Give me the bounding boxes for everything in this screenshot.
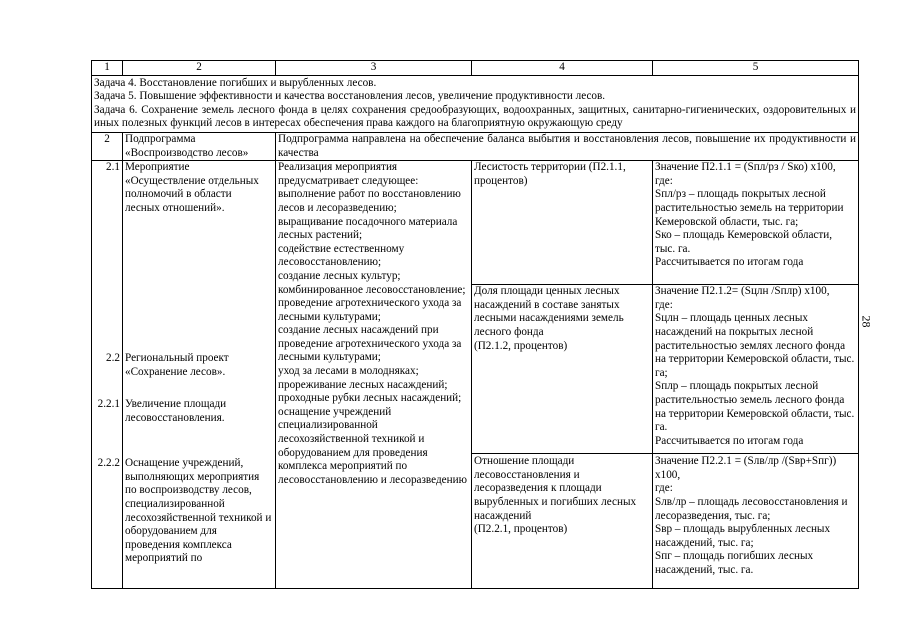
col-num-2: 2 (123, 61, 276, 76)
item-numbers-cell (92, 161, 123, 589)
item-name: Оснащение учреждений, выполняющих мероприятия по воспроизводству лесов, специализированной лесохозяйственной техникой и оборудованием для проведения комплекса мероприятий по (125, 457, 272, 565)
indicator-name: Лесистость территории (П2.1.1, процентов) (474, 161, 626, 187)
indicator-name: Доля площади ценных лесных насаждений в составе занятых лесными насаждениями земель лесного фонда (П2.1.2, процентов) (474, 285, 624, 352)
tasks-row (92, 75, 859, 132)
item-name: Региональный проект «Сохранение лесов». (125, 352, 229, 378)
task-5: Задача 5. Повышение эффективности и качества восстановления лесов, увеличение продуктивности лесов. (94, 90, 606, 103)
subprogram-name: Подпрограмма «Воспроизводство лесов» (123, 132, 276, 160)
task-6: Задача 6. Сохранение земель лесного фонда в целях сохранения средообразующих, водоохранных, защитных, санитарно-гигиенических, оздоровительных и иных полезных функций лесов в интересах обеспечения права каждого на благоприятную окружающую среду (94, 103, 856, 130)
indicator-formula: Значение П2.1.2= (Sцлн /Sплр) х100, где: Sцлн – площадь ценных лесных насаждений на покрытых лесной растительностью землях лесного фонда на территории Кемеровской области, тыс. га; Sплр – площадь покрытых лесной растительностью земель лесного фонда на территории Кемеровской области, тыс. га. Рассчитывается по итогам года (655, 285, 855, 447)
column-number-row (92, 61, 859, 76)
implementation-description: Реализация мероприятия предусматривает следующее: выполнение работ по восстановлению лесов и лесоразведению; выращивание посадочного материала лесных растений; содействие естественному лесовосстановлению; создание лесных культур; комбинированное лесовосстановление; проведение агротехнического ухода за лесными культурами; создание лесных насаждений при проведение агротехнического ухода за лесными культурами; уход за лесами в молодняках; прореживание лесных насаждений; проходные рубки лесных насаждений; оснащение учреждений специализированной лесохозяйственной техникой и оборудованием для проведения комплекса мероприятий по лесовосстановлению и лесоразведению (276, 161, 472, 589)
col-num-3: 3 (276, 61, 472, 76)
item-name: Мероприятие «Осуществление отдельных полномочий в области лесных отношений». (125, 161, 259, 214)
page-number: 28 (859, 315, 874, 328)
program-table (91, 60, 859, 589)
item-names-cell (123, 161, 276, 589)
subprogram-number: 2 (92, 132, 123, 160)
indicator-name: Отношение площади лесовосстановления и лесоразведения к площади вырубленных и погибших лесных насаждений (П2.2.1, процентов) (474, 455, 637, 536)
item-number: 2.2.2 (97, 457, 120, 470)
subprogram-description: Подпрограмма направлена на обеспечение баланса выбытия и восстановления лесов, повышение их продуктивности и качества (276, 132, 859, 160)
item-name: Увеличение площади лесовосстановления. (125, 398, 227, 424)
col-num-5: 5 (653, 61, 859, 76)
subprogram-row (92, 132, 859, 160)
indicator-formula: Значение П2.2.1 = (Sлв/лр /(Sвр+Sпг)) х100, где: Sлв/лр – площадь лесовосстановления и лесоразведения, тыс. га; Sвр – площадь вырубленных лесных насаждений, тыс. га; Sпг – площадь погибших лесных насаждений, тыс. га. (655, 455, 848, 576)
col-num-4: 4 (472, 61, 653, 76)
item-number: 2.2 (106, 352, 120, 365)
item-number: 2.2.1 (97, 398, 120, 411)
measures-row (92, 161, 859, 589)
item-number: 2.1 (106, 161, 120, 174)
indicator-formula: Значение П2.1.1 = (Sпл/рз / Sко) х100, где: Sпл/рз – площадь покрытых лесной растительностью земель на территории Кемеровской области, тыс. га; Sко – площадь Кемеровской области, тыс. га. Рассчитывается по итогам года (655, 161, 844, 269)
task-4: Задача 4. Восстановление погибших и вырубленных лесов. (94, 76, 377, 89)
indicators-cell (472, 161, 859, 589)
row-divider (472, 453, 859, 454)
column-divider (652, 161, 653, 589)
col-num-1: 1 (92, 61, 123, 76)
